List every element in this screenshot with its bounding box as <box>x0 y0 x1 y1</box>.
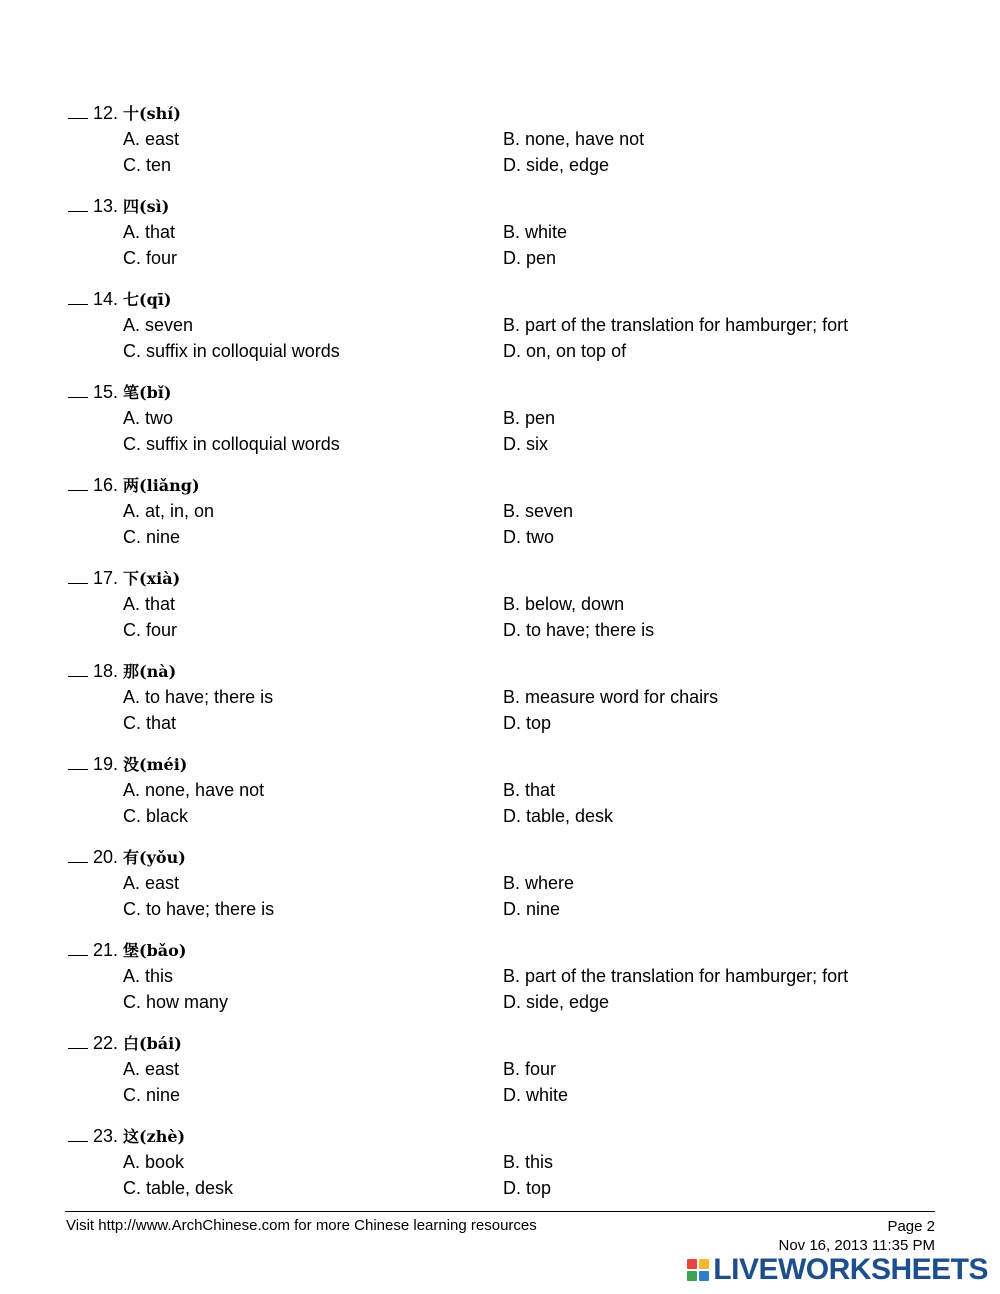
question-block <box>68 658 948 751</box>
chinese-word: 七(qī) <box>123 290 172 309</box>
option-c[interactable]: C. suffix in colloquial words <box>123 341 340 361</box>
option-c[interactable]: C. black <box>123 806 189 826</box>
answer-blank[interactable] <box>68 568 88 584</box>
chinese-word: 笔(bǐ) <box>123 383 172 402</box>
question-block <box>68 472 948 565</box>
question-number: 21. <box>93 940 119 960</box>
option-c[interactable]: C. nine <box>123 1085 181 1105</box>
question-header <box>68 751 187 778</box>
question-number: 22. <box>93 1033 119 1053</box>
question-number: 17. <box>93 568 119 588</box>
option-d[interactable]: D. side, edge <box>503 155 610 175</box>
footer-page-info <box>779 1217 936 1255</box>
logo-square-1 <box>687 1259 697 1269</box>
option-b[interactable]: B. measure word for chairs <box>503 687 719 707</box>
chinese-word: 堡(bǎo) <box>123 941 187 960</box>
question-block <box>68 937 948 1030</box>
option-b[interactable]: B. part of the translation for hamburger; fort <box>503 966 849 986</box>
answer-blank[interactable] <box>68 661 88 677</box>
option-c[interactable]: C. table, desk <box>123 1178 234 1198</box>
answer-blank[interactable] <box>68 940 88 956</box>
question-header <box>68 565 180 592</box>
answer-blank[interactable] <box>68 475 88 491</box>
logo-square-3 <box>687 1271 697 1281</box>
option-d[interactable]: D. top <box>503 713 552 733</box>
question-number: 16. <box>93 475 119 495</box>
print-date: Nov 16, 2013 11:35 PM <box>778 1237 935 1254</box>
question-number: 18. <box>93 661 119 681</box>
page-number: Page 2 <box>887 1218 935 1235</box>
answer-blank[interactable] <box>68 754 88 770</box>
chinese-word: 两(liǎng) <box>123 476 200 495</box>
option-b[interactable]: B. white <box>503 222 568 242</box>
option-b[interactable]: B. that <box>503 780 556 800</box>
footer-resource-note: Visit http://www.ArchChinese.com for more Chinese learning resources <box>66 1217 537 1234</box>
question-header <box>68 844 186 871</box>
option-c[interactable]: C. ten <box>123 155 172 175</box>
question-number: 13. <box>93 196 119 216</box>
question-list <box>68 100 948 1216</box>
question-header <box>68 100 181 127</box>
option-d[interactable]: D. nine <box>503 899 561 919</box>
option-b[interactable]: B. pen <box>503 408 556 428</box>
question-header <box>68 286 171 313</box>
question-number: 14. <box>93 289 119 309</box>
question-number: 15. <box>93 382 119 402</box>
option-c[interactable]: C. four <box>123 620 178 640</box>
chinese-word: 那(nà) <box>123 662 177 681</box>
logo-square-4 <box>699 1271 709 1281</box>
option-a[interactable]: A. seven <box>123 315 194 335</box>
option-d[interactable]: D. on, on top of <box>503 341 627 361</box>
option-a[interactable]: A. that <box>123 222 176 242</box>
question-header <box>68 193 169 220</box>
option-d[interactable]: D. top <box>503 1178 552 1198</box>
option-b[interactable]: B. this <box>503 1152 554 1172</box>
option-a[interactable]: A. east <box>123 1059 180 1079</box>
option-d[interactable]: D. two <box>503 527 555 547</box>
question-block <box>68 751 948 844</box>
chinese-word: 白(bái) <box>123 1034 182 1053</box>
brand-name: LIVEWORKSHEETS <box>713 1253 988 1286</box>
question-block <box>68 379 948 472</box>
option-c[interactable]: C. that <box>123 713 177 733</box>
option-a[interactable]: A. east <box>123 129 180 149</box>
logo-square-2 <box>699 1259 709 1269</box>
chinese-word: 没(méi) <box>123 755 188 774</box>
option-b[interactable]: B. seven <box>503 501 574 521</box>
liveworksheets-brand[interactable] <box>687 1254 988 1286</box>
answer-blank[interactable] <box>68 196 88 212</box>
option-a[interactable]: A. at, in, on <box>123 501 215 521</box>
option-a[interactable]: A. to have; there is <box>123 687 274 707</box>
question-header <box>68 1123 185 1150</box>
option-d[interactable]: D. side, edge <box>503 992 610 1012</box>
question-block <box>68 844 948 937</box>
footer-divider <box>65 1211 935 1212</box>
option-b[interactable]: B. part of the translation for hamburger; fort <box>503 315 849 335</box>
question-header <box>68 658 176 685</box>
option-c[interactable]: C. suffix in colloquial words <box>123 434 340 454</box>
question-block <box>68 1123 948 1216</box>
option-d[interactable]: D. to have; there is <box>503 620 655 640</box>
chinese-word: 下(xià) <box>123 569 181 588</box>
question-header <box>68 937 186 964</box>
option-b[interactable]: B. below, down <box>503 594 625 614</box>
question-header <box>68 1030 182 1057</box>
option-a[interactable]: A. that <box>123 594 176 614</box>
question-number: 20. <box>93 847 119 867</box>
answer-blank[interactable] <box>68 103 88 119</box>
option-a[interactable]: A. none, have not <box>123 780 265 800</box>
option-c[interactable]: C. how many <box>123 992 229 1012</box>
option-b[interactable]: B. four <box>503 1059 557 1079</box>
answer-blank[interactable] <box>68 289 88 305</box>
question-block <box>68 1030 948 1123</box>
option-d[interactable]: D. table, desk <box>503 806 614 826</box>
option-d[interactable]: D. pen <box>503 248 557 268</box>
answer-blank[interactable] <box>68 1033 88 1049</box>
option-c[interactable]: C. nine <box>123 527 181 547</box>
chinese-word: 四(sì) <box>123 197 170 216</box>
option-b[interactable]: B. none, have not <box>503 129 645 149</box>
question-block <box>68 193 948 286</box>
answer-blank[interactable] <box>68 1126 88 1142</box>
option-c[interactable]: C. four <box>123 248 178 268</box>
liveworksheets-logo-icon <box>687 1259 709 1281</box>
option-a[interactable]: A. two <box>123 408 174 428</box>
chinese-word: 有(yǒu) <box>123 848 186 867</box>
option-d[interactable]: D. six <box>503 434 548 454</box>
option-a[interactable]: A. this <box>123 966 174 986</box>
option-c[interactable]: C. to have; there is <box>123 899 275 919</box>
question-number: 19. <box>93 754 119 774</box>
question-number: 23. <box>93 1126 119 1146</box>
option-a[interactable]: A. east <box>123 873 180 893</box>
question-header <box>68 379 171 406</box>
question-block <box>68 100 948 193</box>
chinese-word: 这(zhè) <box>123 1127 186 1146</box>
question-block <box>68 286 948 379</box>
answer-blank[interactable] <box>68 382 88 398</box>
option-a[interactable]: A. book <box>123 1152 185 1172</box>
chinese-word: 十(shí) <box>123 104 181 123</box>
question-number: 12. <box>93 103 119 123</box>
question-block <box>68 565 948 658</box>
answer-blank[interactable] <box>68 847 88 863</box>
option-d[interactable]: D. white <box>503 1085 569 1105</box>
question-header <box>68 472 200 499</box>
option-b[interactable]: B. where <box>503 873 575 893</box>
